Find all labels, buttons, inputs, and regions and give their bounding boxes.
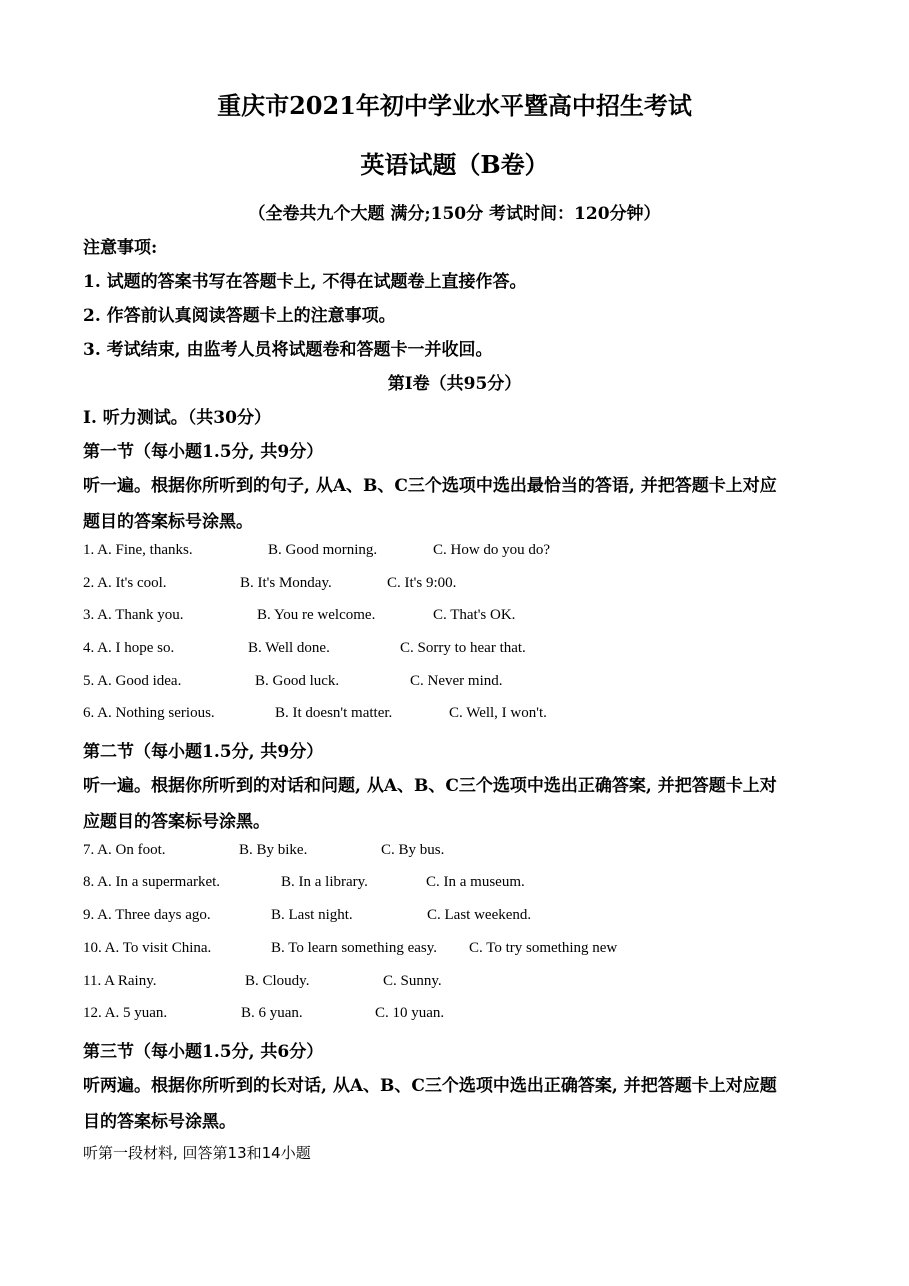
question-4-option-a: 4. A. I hope so. [83,640,175,656]
section3-instruction-line2: 目的答案标号涂黑。 [83,1112,236,1132]
section2-instruction-line2: 应题目的答案标号涂黑。 [83,812,270,832]
question-6-option-a: 6. A. Nothing serious. [83,705,215,721]
notice-item-2: 2. 作答前认真阅读答题卡上的注意事项。 [83,306,396,326]
question-2-option-c: C. It's 9:00. [387,575,457,591]
exam-subtitle: 英语试题（B卷） [360,150,549,179]
question-8-option-c: C. In a museum. [426,874,525,890]
question-1-option-b: B. Good morning. [268,542,378,558]
notice-heading: 注意事项: [83,238,158,258]
question-3-option-c: C. That's OK. [433,607,516,623]
question-12-option-b: B. 6 yuan. [241,1005,303,1021]
question-6-option-b: B. It doesn't matter. [275,705,393,721]
question-6-option-c: C. Well, I won't. [449,705,547,721]
question-11-option-a: 11. A Rainy. [83,973,157,989]
question-9-option-c: C. Last weekend. [427,907,532,923]
question-3-option-a: 3. A. Thank you. [83,607,184,623]
question-12-option-c: C. 10 yuan. [375,1005,445,1021]
notice-item-1: 1. 试题的答案书写在答题卡上, 不得在试题卷上直接作答。 [83,272,527,292]
section2-title: 第二节（每小题1.5分, 共9分） [83,742,324,762]
question-10-option-a: 10. A. To visit China. [83,940,212,956]
question-11-option-b: B. Cloudy. [245,973,310,989]
section3-note: 听第一段材料, 回答第13和14小题 [83,1144,311,1162]
question-8-option-b: B. In a library. [281,874,368,890]
question-3-option-b: B. You re welcome. [257,607,376,623]
question-5-option-a: 5. A. Good idea. [83,673,182,689]
listening-title: I. 听力测试。（共30分） [83,408,271,428]
question-12-option-a: 12. A. 5 yuan. [83,1005,168,1021]
question-4-option-c: C. Sorry to hear that. [400,640,526,656]
question-9-option-b: B. Last night. [271,907,353,923]
question-10-option-c: C. To try something new [469,940,618,956]
question-1-option-a: 1. A. Fine, thanks. [83,542,193,558]
question-7-option-c: C. By bus. [381,842,445,858]
exam-title: 重庆市2021年初中学业水平暨高中招生考试 [217,91,692,120]
question-9-option-a: 9. A. Three days ago. [83,907,211,923]
section1-instruction-line2: 题目的答案标号涂黑。 [83,512,253,532]
section1-title: 第一节（每小题1.5分, 共9分） [83,442,324,462]
question-7-option-a: 7. A. On foot. [83,842,166,858]
question-2-option-a: 2. A. It's cool. [83,575,167,591]
notice-item-3: 3. 考试结束, 由监考人员将试题卷和答题卡一并收回。 [83,340,493,360]
question-2-option-b: B. It's Monday. [240,575,332,591]
section3-title: 第三节（每小题1.5分, 共6分） [83,1042,324,1062]
question-5-option-c: C. Never mind. [410,673,503,689]
question-5-option-b: B. Good luck. [255,673,340,689]
question-7-option-b: B. By bike. [239,842,308,858]
question-8-option-a: 8. A. In a supermarket. [83,874,221,890]
question-11-option-c: C. Sunny. [383,973,442,989]
part-one-title: 第I卷（共95分） [387,374,522,394]
question-1-option-c: C. How do you do? [433,542,551,558]
question-4-option-b: B. Well done. [248,640,330,656]
section3-instruction-line1: 听两遍。根据你所听到的长对话, 从A、B、C三个选项中选出正确答案, 并把答题卡上对应题 [83,1076,777,1096]
section1-instruction-line1: 听一遍。根据你所听到的句子, 从A、B、C三个选项中选出最恰当的答语, 并把答题卡上对应 [83,476,777,496]
exam-info: （全卷共九个大题 满分;150分 考试时间：120分钟） [248,204,661,224]
question-10-option-b: B. To learn something easy. [271,940,438,956]
section2-instruction-line1: 听一遍。根据你所听到的对话和问题, 从A、B、C三个选项中选出正确答案, 并把答题卡上对 [83,776,777,796]
